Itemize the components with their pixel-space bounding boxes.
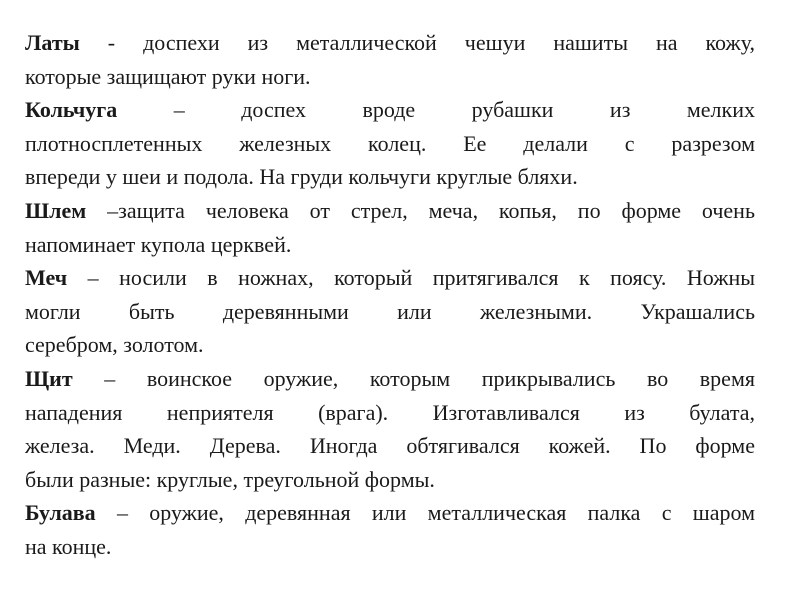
entry-term: Латы <box>25 30 80 55</box>
entry-laty <box>25 26 755 93</box>
entry-text: которые защищают руки ноги. <box>25 63 311 89</box>
entry-kolchuga <box>25 93 755 194</box>
entry-line <box>25 160 755 194</box>
entry-text: впереди у шеи и подола. На груди кольчуги круглые бляхи. <box>25 164 578 190</box>
entry-text: – доспех вроде рубашки из мелких <box>117 97 755 123</box>
entry-line <box>25 93 755 127</box>
entry-bulava <box>25 496 755 563</box>
entry-line <box>25 194 755 228</box>
entry-line <box>25 496 755 530</box>
entry-text: железа. Меди. Дерева. Иногда обтягивался кожей. По форме <box>25 433 755 459</box>
entry-line <box>25 463 755 497</box>
entry-term: Булава <box>25 500 96 526</box>
entry-line <box>25 362 755 396</box>
entry-term: Меч <box>25 265 68 291</box>
entry-line <box>25 295 755 329</box>
entry-text: – оружие, деревянная или металлическая палка с шаром <box>95 500 755 526</box>
entry-line <box>25 228 755 262</box>
entry-text: могли быть деревянными или железными. Украшались <box>25 298 755 324</box>
entry-line <box>25 429 755 463</box>
entry-text: напоминает купола церквей. <box>25 231 292 257</box>
entry-text: нападения неприятеля (врага). Изготавливался из булата, <box>25 399 755 425</box>
entry-text: – носили в ножнах, который притягивался к поясу. Ножны <box>67 265 755 291</box>
entry-term: Кольчуга <box>25 97 118 123</box>
entry-text: были разные: круглые, треугольной формы. <box>25 466 435 492</box>
entry-text: –защита человека от стрел, меча, копья, по форме очень <box>86 197 755 223</box>
entry-term: Щит <box>25 365 73 391</box>
entry-shchit <box>25 362 755 496</box>
entry-line <box>25 530 755 564</box>
entry-shlem <box>25 194 755 261</box>
entry-line <box>25 328 755 362</box>
entry-text: серебром, золотом. <box>25 332 204 358</box>
entry-line <box>25 261 755 295</box>
entry-line <box>25 127 755 161</box>
entry-text: плотносплетенных железных колец. Ее делали с разрезом <box>25 130 755 156</box>
entry-text: - доспехи из металлической чешуи нашиты на кожу, <box>79 30 755 55</box>
entry-line <box>25 396 755 430</box>
entry-text: на конце. <box>25 533 112 559</box>
weapons-glossary <box>25 26 755 564</box>
entry-line <box>25 60 755 94</box>
entry-line <box>25 26 755 60</box>
entry-mech <box>25 261 755 362</box>
entry-text: – воинское оружие, которым прикрывались во время <box>72 365 755 391</box>
entry-term: Шлем <box>25 197 87 223</box>
